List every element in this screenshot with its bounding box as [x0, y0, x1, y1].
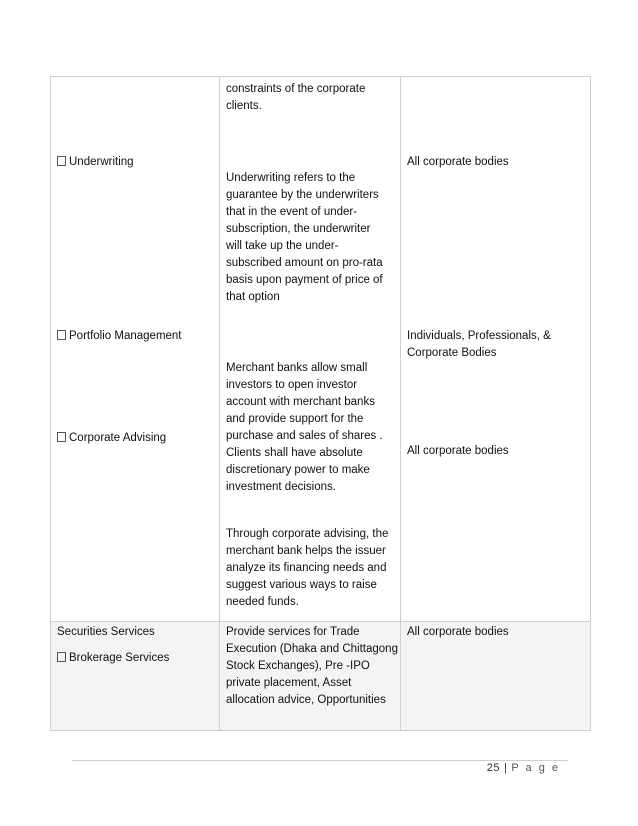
service-item-brokerage: Brokerage Services: [57, 650, 169, 667]
client-type-underwriting: All corporate bodies: [407, 156, 509, 168]
footer-divider: [72, 760, 568, 761]
service-item-underwriting: Underwriting: [57, 154, 134, 171]
checkbox-bullet-icon: [57, 432, 66, 442]
description-cell: [220, 77, 401, 622]
brokerage-clients-cell: [401, 622, 591, 731]
page-footer: [487, 762, 560, 774]
description-paragraph-portfolio: Merchant banks allow small investors to open investor account with merchant banks and provide support for the purchase and sales of shares . Clients shall have absolute discretionary power to make investment decisions.: [226, 362, 383, 493]
page-number: 25: [486, 762, 500, 774]
services-cell: [51, 77, 220, 622]
service-item-corporate-advising: Corporate Advising: [57, 430, 166, 447]
checkbox-bullet-icon: [57, 156, 66, 166]
description-paragraph-underwriting: Underwriting refers to the guarantee by the underwriters that in the event of under- subscription, the underwriter will take up the under- subscribed amount on pro-rata basis upon payment of price of that option: [226, 172, 383, 303]
table-row: [51, 622, 591, 731]
client-type-advising: All corporate bodies: [407, 445, 509, 457]
table-row: [51, 77, 591, 622]
description-paragraph: constraints of the corporate clients.: [226, 83, 366, 112]
brokerage-description-cell: [220, 622, 401, 731]
checkbox-bullet-icon: [57, 330, 66, 340]
section-heading: Securities Services: [57, 626, 155, 638]
clients-cell: [401, 77, 591, 622]
service-item-portfolio-management: Portfolio Management: [57, 328, 182, 345]
client-type-portfolio: Individuals, Professionals, & Corporate Bodies: [407, 330, 551, 359]
description-paragraph-brokerage: Provide services for Trade Execution (Dhaka and Chittagong Stock Exchanges), Pre -IPO private placement, Asset allocation advice, Opportunities: [226, 626, 398, 706]
services-table: [50, 76, 591, 731]
description-paragraph-advising: Through corporate advising, the merchant bank helps the issuer analyze its financing needs and suggest various ways to raise needed funds.: [226, 528, 389, 608]
checkbox-bullet-icon: [57, 652, 66, 662]
securities-services-cell: [51, 622, 220, 731]
page-label: P a g e: [511, 762, 560, 774]
client-type-brokerage: All corporate bodies: [407, 626, 509, 638]
footer-separator: |: [503, 762, 508, 774]
